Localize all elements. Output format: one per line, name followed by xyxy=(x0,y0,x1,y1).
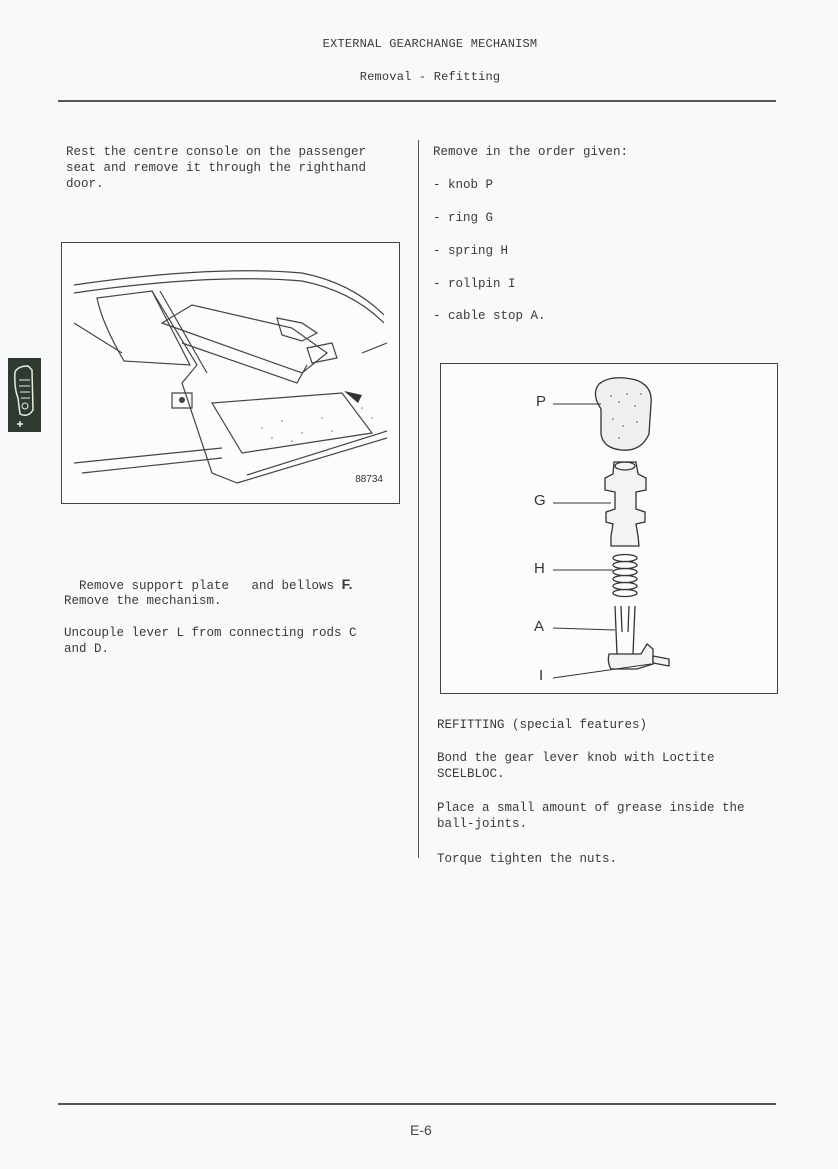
footer-rule xyxy=(58,1103,776,1105)
refitting-heading: REFITTING (special features) xyxy=(437,718,648,732)
section-tab xyxy=(8,358,41,432)
step-uncouple-lever: Uncouple lever L from connecting rods C and D. xyxy=(64,626,357,656)
refit-grease: Place a small amount of grease inside the ball-joints. xyxy=(437,801,745,831)
page-title: EXTERNAL GEARCHANGE MECHANISM xyxy=(322,37,538,51)
step-support-plate xyxy=(64,560,409,594)
gear-lever-exploded-illustration xyxy=(441,364,777,693)
bellows-letter: F. xyxy=(341,576,353,592)
page-subtitle: Removal - Refitting xyxy=(359,70,501,84)
console-removal-figure xyxy=(61,242,400,504)
order-item: - rollpin I xyxy=(433,277,516,291)
header-rule xyxy=(58,100,776,102)
callout-rollpin-i: I xyxy=(539,667,544,684)
arrow-icon xyxy=(344,391,362,403)
section-tab-icon xyxy=(8,358,41,432)
order-item: - spring H xyxy=(433,244,509,258)
order-item: - knob P xyxy=(433,178,494,192)
order-item: - ring G xyxy=(433,211,494,225)
step-support-plate-text: Remove support plate and bellows xyxy=(79,579,342,593)
page-number: E-6 xyxy=(410,1122,432,1138)
callout-spring-h: H xyxy=(534,560,545,577)
callout-cable-stop-a: A xyxy=(534,618,545,635)
refit-loctite: Bond the gear lever knob with Loctite SCELBLOC. xyxy=(437,751,715,781)
callout-knob-p: P xyxy=(536,393,547,410)
figure-reference: 88734 xyxy=(355,474,383,485)
step-remove-mechanism: Remove the mechanism. xyxy=(64,594,222,608)
refit-torque: Torque tighten the nuts. xyxy=(437,852,618,866)
order-item: - cable stop A. xyxy=(433,309,546,323)
callout-ring-g: G xyxy=(534,492,546,509)
order-heading: Remove in the order given: xyxy=(433,145,629,159)
exploded-view-figure xyxy=(440,363,778,694)
intro-paragraph: Rest the centre console on the passenger seat and remove it through the righthand door. xyxy=(66,145,367,191)
column-divider xyxy=(418,140,419,858)
console-removal-illustration xyxy=(62,243,399,503)
